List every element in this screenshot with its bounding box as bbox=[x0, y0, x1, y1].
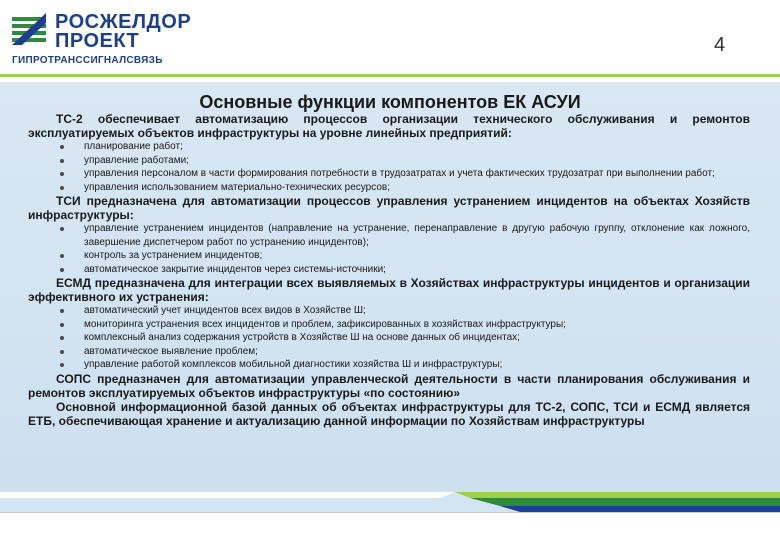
bullet-icon bbox=[60, 323, 64, 327]
bullet-icon bbox=[60, 336, 64, 340]
bullet-icon bbox=[60, 268, 64, 272]
section-text: ЕСМД предназначена для интеграции всех выявляемых в Хозяйствах инфраструктуры инцидентов и организации эффективного их устранения: bbox=[28, 276, 750, 304]
page-number: 4 bbox=[714, 34, 726, 56]
logo-subtitle: ГИПРОТРАНССИГНАЛСВЯЗЬ bbox=[12, 55, 163, 66]
bullet-list bbox=[28, 304, 750, 372]
list-item-text: управление устранением инцидентов (направление на устранение, перенаправление в другую рабочую группу, отклонение как ложного, завершение диспетчером работ по устранению инцидентов); bbox=[84, 223, 750, 248]
bullet-list bbox=[28, 140, 750, 194]
bullet-icon bbox=[60, 227, 64, 231]
bullet-icon bbox=[60, 145, 64, 149]
list-item bbox=[28, 222, 750, 249]
list-item bbox=[28, 181, 750, 195]
section-paragraph bbox=[28, 112, 750, 140]
list-item-text: управление работой комплексов мобильной диагностики хозяйства Ш и инфраструктуры; bbox=[84, 359, 503, 370]
section-text: СОПС предназначен для автоматизации управленческой деятельности в части планирования обслуживания и ремонтов эксплуатируемых объектов инфраструктуры «по состоянию» bbox=[28, 371, 750, 400]
list-item bbox=[28, 345, 750, 359]
logo-icon bbox=[12, 13, 46, 45]
bullet-icon bbox=[60, 186, 64, 190]
section-text: ТС-2 обеспечивает автоматизацию процессов организации технического обслуживания и ремонтов эксплуатируемых объектов инфраструктуры на уровне линейных предприятий: bbox=[28, 112, 750, 140]
section-text: Основной информационной базой данных об объектах инфраструктуры для ТС-2, СОПС, ТСИ и ЕСМД является ЕТБ, обеспечивающая хранение и актуализацию данной информации по Хозяйствам инфраструктуры bbox=[28, 399, 750, 428]
list-item bbox=[28, 154, 750, 168]
list-item bbox=[28, 249, 750, 263]
list-item-text: планирование работ; bbox=[84, 141, 183, 152]
section-text: ТСИ предназначена для автоматизации процессов управления устранением инцидентов на объектах Хозяйств инфраструктуры: bbox=[28, 194, 750, 222]
bottom-divider bbox=[0, 512, 780, 513]
section-paragraph bbox=[28, 276, 750, 304]
logo-text-line1: РОСЖЕЛДОР bbox=[55, 11, 192, 33]
list-item bbox=[28, 304, 750, 318]
slide-title: Основные функции компонентов ЕК АСУИ bbox=[199, 92, 581, 112]
list-item bbox=[28, 263, 750, 277]
list-item-text: автоматическое выявление проблем; bbox=[84, 345, 258, 357]
header bbox=[0, 0, 780, 78]
section-paragraph bbox=[28, 400, 750, 428]
list-item-text: автоматический учет инцидентов всех видов в Хозяйстве Ш; bbox=[84, 305, 366, 316]
list-item bbox=[28, 331, 750, 345]
footer-decoration bbox=[0, 492, 780, 512]
section-paragraph bbox=[28, 194, 750, 222]
list-item bbox=[28, 140, 750, 154]
bullet-list bbox=[28, 222, 750, 276]
logo-text-line2: ПРОЕКТ bbox=[55, 30, 140, 52]
bullet-icon bbox=[60, 350, 64, 354]
bullet-icon bbox=[60, 159, 64, 163]
list-item-text: автоматическое закрытие инцидентов через системы-источники; bbox=[84, 263, 386, 275]
list-item-text: управления использованием материально-технических ресурсов; bbox=[84, 181, 391, 193]
list-item bbox=[28, 318, 750, 332]
section-paragraph bbox=[28, 372, 750, 400]
list-item-text: мониторинга устранения всех инцидентов и проблем, зафиксированных в хозяйствах инфраструктуры; bbox=[84, 318, 566, 330]
list-item-text: комплексный анализ содержания устройств в Хозяйстве Ш на основе данных об инцидентах; bbox=[84, 332, 520, 343]
header-divider bbox=[0, 74, 780, 77]
bullet-icon bbox=[60, 363, 64, 367]
bullet-icon bbox=[60, 254, 64, 258]
list-item-text: контроль за устранением инцидентов; bbox=[84, 250, 263, 261]
bullet-icon bbox=[60, 309, 64, 313]
list-item-text: управления персоналом в части формирования потребности в трудозатратах и учета фактических трудозатрат при выполнении работ; bbox=[84, 168, 715, 179]
list-item bbox=[28, 358, 750, 372]
list-item bbox=[28, 167, 750, 181]
content-body bbox=[28, 112, 750, 428]
bullet-icon bbox=[60, 172, 64, 176]
list-item-text: управление работами; bbox=[84, 154, 189, 166]
